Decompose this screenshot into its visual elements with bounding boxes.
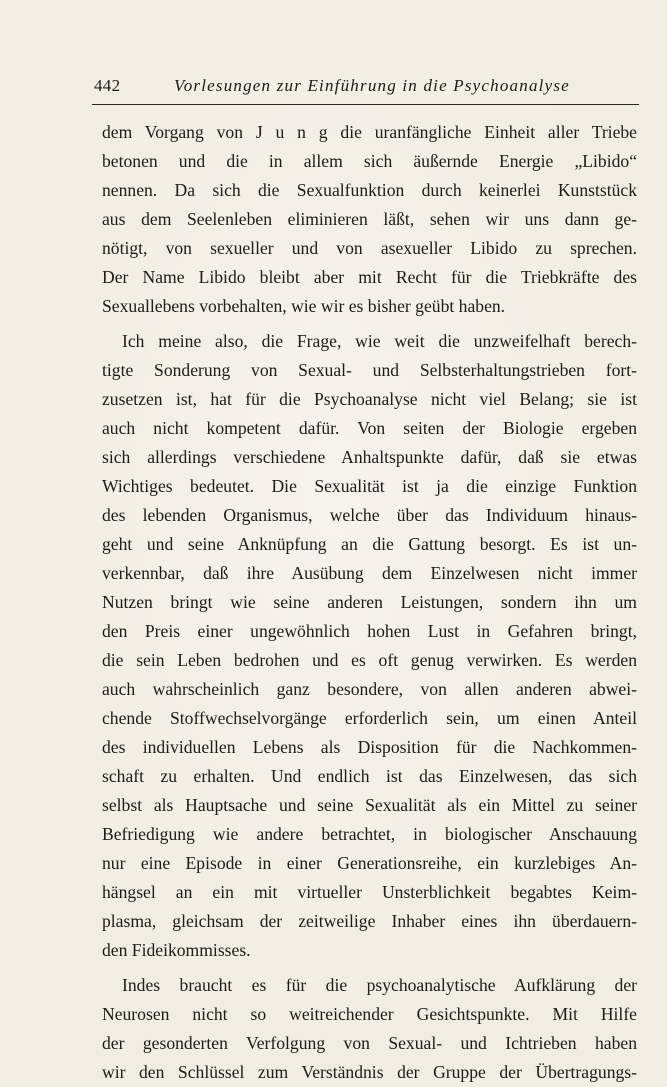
text-line: den Fideikommisses.: [102, 940, 251, 960]
text-line: selbst als Hauptsache und seine Sexualität als ein Mittel zu seiner: [102, 795, 637, 815]
paragraph: [102, 118, 637, 321]
running-title: Vorlesungen zur Einführung in die Psychoanalyse: [174, 76, 570, 95]
text-line: auch nicht kompetent dafür. Von seiten der Biologie ergeben: [102, 418, 637, 438]
paragraph: [102, 971, 637, 1087]
text-line: verkennbar, daß ihre Ausübung dem Einzelwesen nicht immer: [102, 563, 637, 583]
text-line: Befriedigung wie andere betrachtet, in biologischer Anschauung: [102, 824, 637, 844]
text-line: chende Stoffwechselvorgänge erforderlich sein, um einen Anteil: [102, 708, 637, 728]
text-line: Wichtiges bedeutet. Die Sexualität ist ja die einzige Funktion: [102, 476, 637, 496]
text-line: hängsel an ein mit virtueller Unsterblichkeit begabtes Keim-: [102, 882, 637, 902]
text-line: betonen und die in allem sich äußernde Energie „Libido“: [102, 151, 637, 171]
text-line: nennen. Da sich die Sexualfunktion durch keinerlei Kunststück: [102, 180, 637, 200]
page-header: [92, 76, 640, 102]
text-line: des individuellen Lebens als Disposition für die Nachkommen-: [102, 737, 637, 757]
text-line: sich allerdings verschiedene Anhaltspunkte dafür, daß sie etwas: [102, 447, 637, 467]
header-rule: [92, 104, 639, 105]
text-line: zusetzen ist, hat für die Psychoanalyse nicht viel Belang; sie ist: [102, 389, 637, 409]
paragraph: [102, 327, 637, 965]
text-line: Sexuallebens vorbehalten, wie wir es bisher geübt haben.: [102, 296, 506, 316]
text-line: dem Vorgang von J u n g die uranfängliche Einheit aller Triebe: [102, 122, 637, 142]
text-line: auch wahrscheinlich ganz besondere, von allen anderen abwei-: [102, 679, 637, 699]
text-line: Neurosen nicht so weitreichender Gesichtspunkte. Mit Hilfe: [102, 1004, 637, 1024]
text-line: die sein Leben bedrohen und es oft genug verwirken. Es werden: [102, 650, 637, 670]
text-line: schaft zu erhalten. Und endlich ist das Einzelwesen, das sich: [102, 766, 637, 786]
text-line: des lebenden Organismus, welche über das Individuum hinaus-: [102, 505, 637, 525]
text-line: plasma, gleichsam der zeitweilige Inhaber eines ihn überdauern-: [102, 911, 637, 931]
text-line: den Preis einer ungewöhnlich hohen Lust in Gefahren bringt,: [102, 621, 637, 641]
text-line: Der Name Libido bleibt aber mit Recht für die Triebkräfte des: [102, 267, 637, 287]
page-number: 442: [94, 76, 121, 95]
text-line: nur eine Episode in einer Generationsreihe, ein kurzlebiges An-: [102, 853, 637, 873]
text-line: nötigt, von sexueller und von asexueller Libido zu sprechen.: [102, 238, 637, 258]
text-line: Indes braucht es für die psychoanalytische Aufklärung der: [122, 975, 637, 995]
text-line: Ich meine also, die Frage, wie weit die unzweifelhaft berech-: [122, 331, 637, 351]
text-line: aus dem Seelenleben eliminieren läßt, sehen wir uns dann ge-: [102, 209, 637, 229]
body-text: [102, 118, 637, 1087]
text-line: wir den Schlüssel zum Verständnis der Gruppe der Übertragungs-: [102, 1062, 637, 1082]
text-line: geht und seine Anknüpfung an die Gattung besorgt. Es ist un-: [102, 534, 637, 554]
text-line: Nutzen bringt wie seine anderen Leistungen, sondern ihn um: [102, 592, 637, 612]
text-line: der gesonderten Verfolgung von Sexual- und Ichtrieben haben: [102, 1033, 637, 1053]
text-line: tigte Sonderung von Sexual- und Selbsterhaltungstrieben fort-: [102, 360, 637, 380]
